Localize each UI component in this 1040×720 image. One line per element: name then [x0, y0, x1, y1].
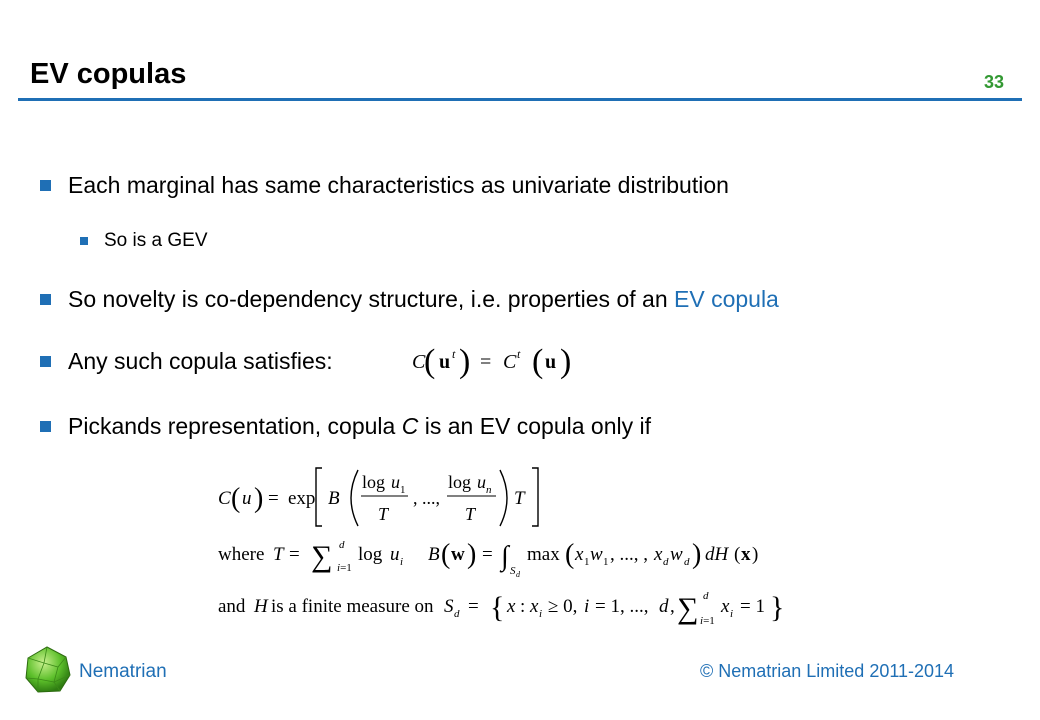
- svg-text:log: log: [448, 472, 472, 492]
- svg-text:u: u: [545, 351, 557, 373]
- svg-text:i=1: i=1: [337, 562, 352, 574]
- svg-text:u: u: [242, 488, 252, 509]
- svg-text:w: w: [451, 544, 465, 565]
- bullet-text: Each marginal has same characteristics as univariate distribution: [68, 172, 729, 198]
- footer-copyright: © Nematrian Limited 2011-2014: [700, 661, 955, 681]
- svg-text:C: C: [503, 351, 517, 373]
- svg-text:T: T: [465, 504, 476, 524]
- svg-text:1: 1: [400, 484, 406, 496]
- svg-text:S: S: [444, 596, 454, 617]
- svg-text:, ..., ,: , ..., ,: [610, 544, 648, 565]
- svg-text:d: d: [454, 608, 460, 620]
- svg-text:is a finite measure on: is a finite measure on: [271, 596, 434, 617]
- bullet-square-icon: [80, 237, 88, 245]
- bullet-square-icon: [40, 294, 51, 305]
- bullet-pickands: [40, 413, 651, 440]
- svg-text:,: ,: [670, 596, 675, 617]
- svg-text:): ): [254, 483, 264, 514]
- svg-text:d: d: [703, 590, 709, 602]
- svg-text:(: (: [441, 539, 451, 570]
- equation-max-stability: [410, 340, 580, 388]
- svg-text:u: u: [391, 472, 400, 492]
- svg-text:d: d: [339, 539, 345, 551]
- svg-text:and: and: [218, 596, 246, 617]
- svg-text:S: S: [510, 565, 516, 577]
- svg-text:= 1, ...,: = 1, ...,: [595, 596, 649, 617]
- svg-text:T: T: [273, 544, 284, 565]
- pickands-line-2: [218, 539, 758, 579]
- bullet-square-icon: [40, 180, 51, 191]
- svg-text:max: max: [527, 544, 560, 565]
- svg-text:): ): [467, 539, 477, 570]
- svg-text:where: where: [218, 544, 265, 565]
- svg-text:i: i: [730, 608, 734, 620]
- svg-text:i: i: [400, 556, 404, 568]
- svg-text:): ): [459, 343, 471, 380]
- svg-text:u: u: [477, 472, 486, 492]
- svg-text:t: t: [517, 347, 521, 361]
- pickands-equation: [218, 462, 798, 648]
- sub-bullet-gev: [80, 230, 208, 252]
- bullet-square-icon: [40, 356, 51, 367]
- svg-text:=: =: [268, 488, 279, 509]
- svg-text:T: T: [378, 504, 389, 524]
- nematrian-logo-icon[interactable]: [22, 645, 72, 695]
- svg-text:C: C: [218, 488, 231, 509]
- svg-text:∫: ∫: [501, 541, 509, 572]
- svg-text:=: =: [482, 544, 493, 565]
- svg-text:=: =: [480, 351, 492, 373]
- bullet-text: So novelty is co-dependency structure, i.e. properties of an: [68, 286, 674, 312]
- svg-text:): ): [692, 539, 702, 570]
- svg-text:, ...,: , ...,: [413, 488, 440, 508]
- svg-text:{: {: [490, 591, 505, 624]
- bullet-text: So is a GEV: [104, 230, 208, 251]
- svg-text:d: d: [663, 556, 669, 568]
- svg-text:x: x: [530, 596, 539, 617]
- svg-text:x: x: [507, 596, 516, 617]
- footer-brand[interactable]: Nematrian: [79, 661, 167, 682]
- svg-text:w: w: [590, 544, 603, 565]
- svg-text:log: log: [358, 544, 383, 565]
- bullet-marginals: [40, 172, 729, 199]
- svg-text:(: (: [231, 483, 241, 514]
- svg-text:=: =: [289, 544, 300, 565]
- svg-text:= 1: = 1: [740, 596, 765, 617]
- bullet-square-icon: [40, 421, 51, 432]
- svg-text:B: B: [428, 544, 440, 565]
- svg-text:x: x: [654, 544, 663, 565]
- equation-max-stability-svg: [410, 340, 580, 382]
- pickands-line-3: [218, 590, 784, 627]
- svg-text:∑: ∑: [311, 540, 333, 573]
- svg-text:x: x: [575, 544, 584, 565]
- svg-text:x: x: [741, 544, 751, 565]
- bullet-text-pre: Pickands representation, copula: [68, 413, 402, 439]
- svg-text:(: (: [565, 539, 575, 570]
- pickands-equation-svg: [218, 462, 798, 642]
- svg-text:d: d: [684, 556, 690, 568]
- svg-text:exp: exp: [288, 488, 316, 509]
- svg-text:1: 1: [584, 556, 590, 568]
- bullet-text: Any such copula satisfies:: [68, 348, 333, 374]
- svg-text:i: i: [584, 596, 590, 617]
- svg-text:=: =: [468, 596, 479, 617]
- copula-variable: C: [401, 413, 419, 439]
- page-title: EV copulas: [30, 58, 187, 90]
- svg-text:x: x: [721, 596, 730, 617]
- title-underline: [18, 98, 1022, 101]
- svg-text:u: u: [439, 351, 451, 373]
- slide-number: 33: [984, 72, 1005, 92]
- svg-text:(: (: [424, 343, 436, 380]
- svg-text:dH: dH: [705, 544, 729, 565]
- svg-text:∑: ∑: [677, 592, 699, 625]
- svg-text:H: H: [254, 596, 268, 617]
- svg-text:): ): [752, 544, 759, 565]
- svg-text:(: (: [532, 343, 544, 380]
- svg-text:w: w: [670, 544, 683, 565]
- svg-text:log: log: [362, 472, 386, 492]
- svg-text:t: t: [452, 347, 456, 361]
- svg-text:i=1: i=1: [700, 615, 715, 627]
- svg-text:i: i: [539, 608, 543, 620]
- svg-text:C: C: [412, 351, 426, 373]
- ev-copula-link[interactable]: EV copula: [674, 286, 779, 312]
- svg-text:n: n: [486, 484, 492, 496]
- svg-text:d: d: [659, 596, 669, 617]
- pickands-line-1: [218, 468, 538, 526]
- svg-text:T: T: [514, 488, 525, 509]
- svg-text:}: }: [770, 591, 785, 624]
- svg-text:≥ 0,: ≥ 0,: [548, 596, 578, 617]
- svg-text:1: 1: [603, 556, 609, 568]
- svg-text:): ): [560, 343, 572, 380]
- svg-text:u: u: [390, 544, 400, 565]
- svg-text:d: d: [516, 570, 520, 579]
- svg-text::: :: [520, 596, 526, 617]
- svg-text:(: (: [734, 544, 741, 565]
- bullet-co-dependency: [40, 286, 779, 313]
- bullet-text-post: is an EV copula only if: [418, 413, 652, 439]
- svg-text:B: B: [328, 488, 340, 509]
- bullet-copula-satisfies: [40, 348, 333, 375]
